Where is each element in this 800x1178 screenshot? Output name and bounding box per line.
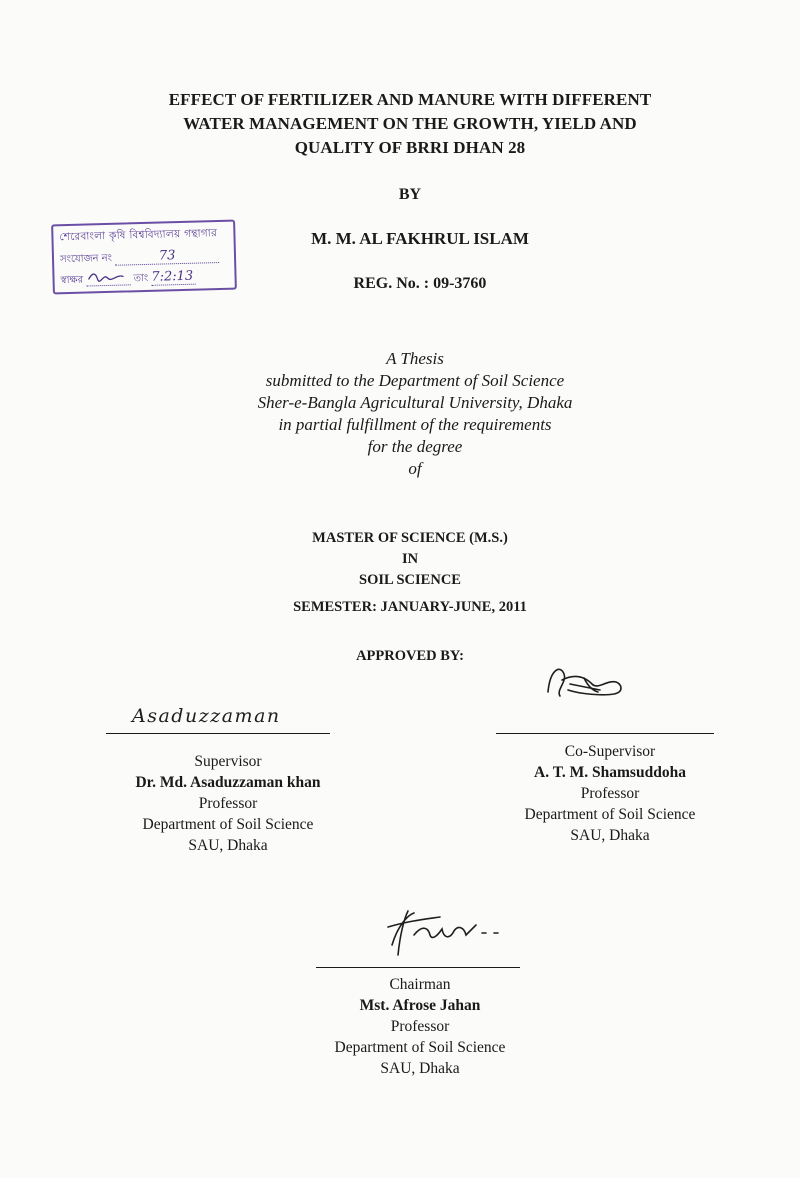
title-line-3: QUALITY OF BRRI DHAN 28 <box>294 138 526 157</box>
chairman-designation: Professor <box>390 1018 450 1035</box>
chairman-block <box>290 974 550 1079</box>
thesis-statement <box>150 348 680 480</box>
thesis-line-6: of <box>408 459 422 478</box>
co-supervisor-signature-line <box>496 733 714 734</box>
chairman-role: Chairman <box>389 976 451 993</box>
supervisor-department: Department of Soil Science <box>142 816 314 833</box>
chairman-department: Department of Soil Science <box>334 1039 506 1056</box>
chairman-signature <box>378 905 518 960</box>
title-line-2: WATER MANAGEMENT ON THE GROWTH, YIELD AND <box>183 114 637 133</box>
supervisor-designation: Professor <box>198 795 258 812</box>
co-supervisor-institution: SAU, Dhaka <box>570 827 650 844</box>
thesis-line-5: for the degree <box>367 437 463 456</box>
registration-number: REG. No. : 09-3760 <box>353 275 487 292</box>
co-supervisor-name: A. T. M. Shamsuddoha <box>534 764 686 781</box>
supervisor-institution: SAU, Dhaka <box>188 837 268 854</box>
stamp-accession-row <box>60 247 230 269</box>
supervisor-signature: Asaduzzaman <box>132 705 281 727</box>
co-supervisor-signature <box>540 660 630 705</box>
stamp-accession-number: 73 <box>158 248 176 264</box>
stamp-date-label: তাং <box>133 272 149 285</box>
author-name: M. M. AL FAKHRUL ISLAM <box>311 229 529 248</box>
stamp-initials-mark <box>86 269 126 282</box>
degree-block <box>200 528 620 591</box>
stamp-date-value: 7:2:13 <box>151 269 195 286</box>
chairman-signature-line <box>316 967 520 968</box>
supervisor-name: Dr. Md. Asaduzzaman khan <box>135 774 321 791</box>
title-line-1: EFFECT OF FERTILIZER AND MANURE WITH DIFFERENT <box>168 90 652 109</box>
stamp-signature-row <box>60 267 230 289</box>
degree-line-2: IN <box>401 551 419 567</box>
co-supervisor-designation: Professor <box>580 785 640 802</box>
co-supervisor-block <box>492 741 728 846</box>
thesis-title <box>100 88 720 160</box>
chairman-institution: SAU, Dhaka <box>380 1060 460 1077</box>
supervisor-signature-line <box>106 733 330 734</box>
thesis-line-2: submitted to the Department of Soil Science <box>265 371 565 390</box>
approved-by-label: APPROVED BY: <box>356 648 464 664</box>
co-supervisor-role: Co-Supervisor <box>564 743 656 760</box>
by-label: BY <box>398 186 422 203</box>
semester: SEMESTER: JANUARY-JUNE, 2011 <box>293 599 527 615</box>
degree-line-3: SOIL SCIENCE <box>359 572 461 588</box>
thesis-line-4: in partial fulfillment of the requirements <box>278 415 552 434</box>
supervisor-role: Supervisor <box>194 753 262 770</box>
library-stamp <box>51 220 237 295</box>
degree-line-1: MASTER OF SCIENCE (M.S.) <box>312 530 508 546</box>
thesis-line-3: Sher-e-Bangla Agricultural University, Dhaka <box>257 393 573 412</box>
stamp-signature-label: স্বাক্ষর <box>60 274 84 287</box>
supervisor-block <box>100 751 356 856</box>
stamp-library-name: শেরেবাংলা কৃষি বিশ্ববিদ্যালয় গন্থাগার <box>59 227 218 244</box>
co-supervisor-department: Department of Soil Science <box>524 806 696 823</box>
chairman-name: Mst. Afrose Jahan <box>359 997 481 1014</box>
stamp-accession-label: সংযোজন নং <box>59 252 113 266</box>
thesis-line-1: A Thesis <box>386 349 444 368</box>
